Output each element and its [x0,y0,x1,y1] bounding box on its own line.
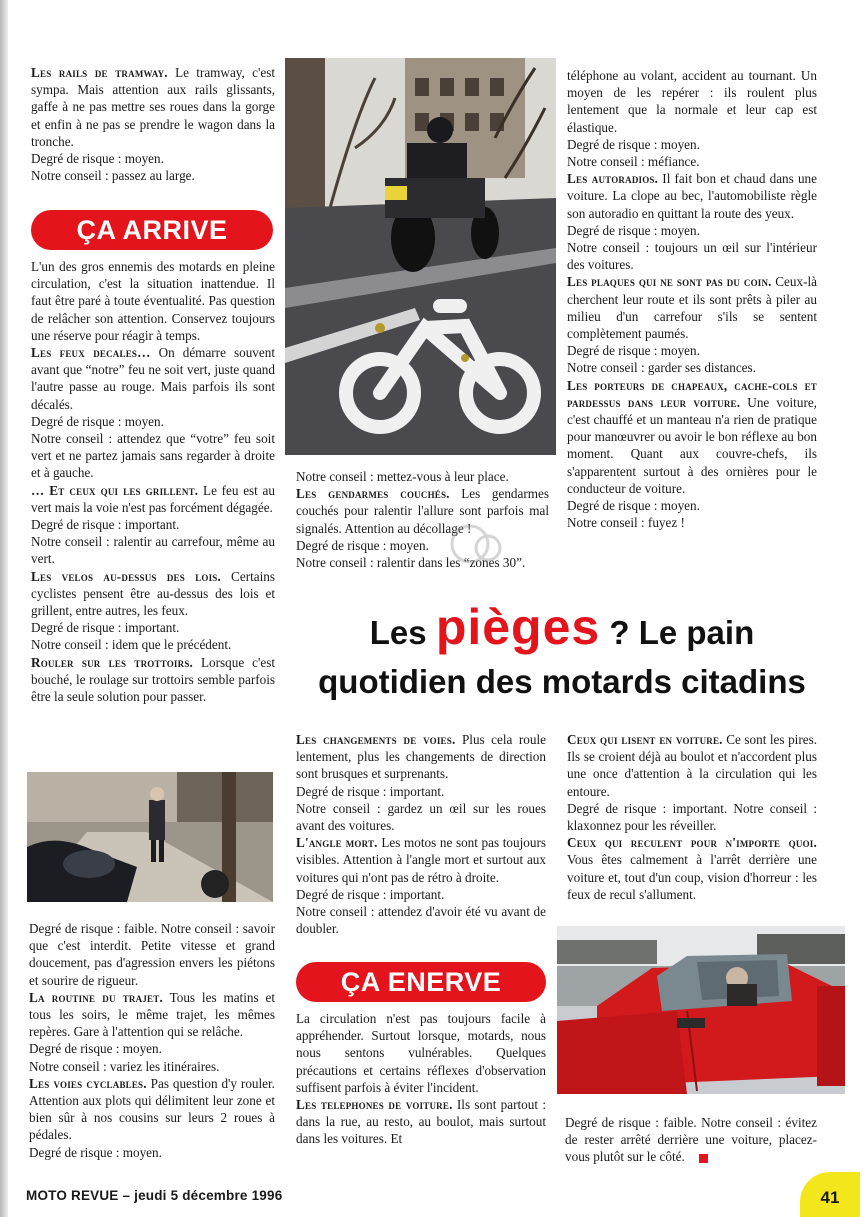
column-2-bottom: Les changements de voies. Plus cela roule lentement, plus les changements de direction sont brusques et surprenants. Degré de risque : important. Notre conseil : gardez un œil sur les roues avant des voitures. L'angle mort. Les motos ne sont pas toujours visibles. Attention à l'angle mort et surtout aux voitures qui n'ont pas de rétro à droite. Degré de risque : important. Notre conseil : attendez d'avoir été vu avant de doubler. [296,732,546,937]
photo-motorcycle-bike-lane [285,58,556,455]
end-of-article-marker [699,1154,708,1163]
column-2-top: Notre conseil : mettez-vous à leur place. Les gendarmes couchés. Les gendarmes couchés pour ralentir l'allure sont parfois mal signalés. Attention au décollage ! Degré de risque : moyen. Notre conseil : ralentir dans les “zones 30”. [296,469,549,571]
risk-line: Degré de risque : moyen. [31,151,164,167]
section-pill-ca-arrive: ÇA ARRIVE [31,210,273,250]
footer-publication: MOTO REVUE – jeudi 5 décembre 1996 [26,1188,283,1203]
article-headline [292,600,832,704]
paragraph: Les telephones de voiture. Ils sont partout : dans la rue, au resto, au boulot, mais surtout dans les voitures. Et [296,1097,546,1147]
headline-keyword: pièges [435,599,601,655]
paragraph: Les changements de voies. Plus cela roule lentement, plus les changements de direction sont brusques et surprenants. [296,732,546,782]
paragraph: Rouler sur les trottoirs. Lorsque c'est bouché, le roulage sur trottoirs semble parfois être la seule solution pour passer. [31,654,276,705]
column-3-end [565,1114,817,1166]
paragraph: Les autoradios. Il fait bon et chaud dans une voiture. La clope au bec, l'automobiliste règle son autoradio en quittant la route des yeux. [567,171,817,221]
paragraph: La routine du trajet. Tous les matins et tous les soirs, le même trajet, les mêmes repères. Gare à l'attention qui se relâche. [29,989,276,1040]
page-number: 41 [800,1172,860,1217]
column-1-top [31,64,275,184]
headline-line-1: Les pièges ? Le pain [369,599,755,655]
paragraph: Les voies cyclables. Pas question d'y rouler. Attention aux plots qui délimitent leur zone et bien sûr à nos cousins sur leurs 2 roues à pédales. [29,1075,275,1143]
paragraph: Les feux decales… On démarre souvent avant que “notre” feu ne soit vert, juste quand l'autre passe au rouge. Mais parfois ils sont décalés. [31,345,276,412]
paragraph: Les rails de tramway. Le tramway, c'est sympa. Mais attention aux rails glissants, gaffe à ne pas mettre ses roues dans la gorge et enfin à ne pas se prendre le wagon dans la tronche. [31,65,275,149]
column-3-bottom: Ceux qui lisent en voiture. Ce sont les pires. Ils se croient déjà au boulot et n'accordent plus une once d'attention à la circulation qui les entoure. Degré de risque : important. Notre conseil : klaxonnez pour les réveiller. Ceux qui reculent pour n'importe quoi. Vous êtes calmement à l'arrêt derrière une voiture et, tout d'un coup, vision d'horreur : les feux de recul s'allument. [567,732,818,902]
headline-line-2: quotidien des motards citadins [318,663,806,700]
column-2-end: La circulation n'est pas toujours facile à appréhender. Surtout lorsque, motards, nous nous sentons vulnérables. Quelques précautions et certains réflexes d'observation suffisent parfois à éviter l'incident. Les telephones de voiture. Ils sont partout : dans la rue, au resto, au boulot, mais surtout dans les voitures. Et [296,1011,546,1147]
page-binding-edge [0,0,8,1217]
paragraph: Les velos au-dessus des lois. Certains cyclistes pensent être au-dessus des lois et grillent, entre autres, les feux. [31,568,276,619]
section-pill-ca-enerve: ÇA ENERVE [296,962,546,1002]
paragraph: Les plaques qui ne sont pas du coin. Ceux-là cherchent leur route et ils sont prêts à piler au milieu d'un carrefour s'ils se sentent complètement paumés. [567,274,817,342]
paragraph: L'angle mort. Les motos ne sont pas toujours visibles. Attention à l'angle mort et surtout aux voitures qui n'ont pas de rétro à droite. [296,835,546,885]
paragraph: Les gendarmes couchés. Les gendarmes couchés pour ralentir l'allure sont parfois mal signalés. Attention au décollage ! [296,486,549,536]
paragraph: Ceux qui lisent en voiture. Ce sont les pires. Ils se croient déjà au boulot et n'accordent plus une once d'attention à la circulation qui les entoure. [567,732,818,799]
column-1-mid: L'un des gros ennemis des motards en pleine circulation, c'est la situation inattendue. Il faut être paré à toute éventualité. Pas question de relâcher son attention. Conservez toujours une réserve pour réagir à temps. Les feux decales… On démarre souvent avant que “notre” feu ne soit vert, juste quand l'autre passe au rouge. Mais parfois ils sont décalés. Degré de risque : moyen. Notre conseil : attendez que “votre” feu soit vert et ne partez jamais sans regarder à droite et à gauche. … Et ceux qui les grillent. Le feu est au vert mais la voie n'est pas forcément dégagée. Degré de risque : important. Notre conseil : ralentir au carrefour, même au vert. Les velos au-dessus des lois. Certains cyclistes pensent être au-dessus des lois et grillent, entre autres, les feux. Degré de risque : important. Notre conseil : idem que le précédent. Rouler sur les trottoirs. Lorsque c'est bouché, le roulage sur trottoirs semble parfois être la seule solution pour passer. [31,259,276,705]
intro-paragraph: L'un des gros ennemis des motards en pleine circulation, c'est la situation inattendue. Il faut être paré à toute éventualité. Pas question de relâcher son attention. Conservez toujours une réserve pour réagir à temps. [31,259,275,343]
column-3-top: téléphone au volant, accident au tournant. Un moyen de les repérer : ils roulent plus lentement que la normale et leur cap est élastique. Degré de risque : moyen. Notre conseil : méfiance. Les autoradios. Il fait bon et chaud dans une voiture. La clope au bec, l'automobiliste règle son autoradio en quittant la route des yeux. Degré de risque : moyen. Notre conseil : toujours un œil sur l'intérieur des voitures. Les plaques qui ne sont pas du coin. Ceux-là cherchent leur route et ils sont prêts à piler au milieu d'un carrefour s'ils se sentent complètement paumés. Degré de risque : moyen. Notre conseil : garder ses distances. Les porteurs de chapeaux, cache-cols et pardessus dans leur voiture. Une voiture, c'est chauffé et un manteau n'a rien de pratique pour manœuvrer ou avoir le bon réflexe au bon moment. Quant aux couvre-chefs, ils s'apparentent surtout à des ornières pour le conducteur de voiture. Degré de risque : moyen. Notre conseil : fuyez ! [567,68,817,531]
photo-sidewalk-scooter [27,772,273,902]
photo-red-car-reversing [557,926,845,1094]
paragraph: Ceux qui reculent pour n'importe quoi. Vous êtes calmement à l'arrêt derrière une voiture et, tout d'un coup, vision d'horreur : les feux de recul s'allument. [567,835,817,902]
column-1-bottom: Degré de risque : faible. Notre conseil : savoir que c'est interdit. Petite vitesse et grand doucement, pas d'agression envers les piétons et sourire de rigueur. La routine du trajet. Tous les matins et tous les soirs, le même trajet, les mêmes repères. Gare à l'attention qui se relâche. Degré de risque : moyen. Notre conseil : variez les itinéraires. Les voies cyclables. Pas question d'y rouler. Attention aux plots qui délimitent leur zone et bien sûr à nos cousins sur leurs 2 roues à pédales. Degré de risque : moyen. [29,921,276,1160]
paragraph: Les porteurs de chapeaux, cache-cols et pardessus dans leur voiture. Une voiture, c'est chauffé et un manteau n'a rien de pratique pour manœuvrer ou avoir le bon réflexe au bon moment. Quant aux couvre-chefs, ils s'apparentent surtout à des ornières pour le conducteur de voiture. [567,377,817,496]
closing-paragraph: Degré de risque : faible. Notre conseil : évitez de rester arrêté derrière une voiture, placez-vous plutôt sur le côté. [565,1115,817,1165]
tip-line: Notre conseil : passez au large. [31,168,195,184]
watermark-stamp [440,522,510,582]
paragraph: … Et ceux qui les grillent. Le feu est au vert mais la voie n'est pas forcément dégagée. [31,482,276,515]
